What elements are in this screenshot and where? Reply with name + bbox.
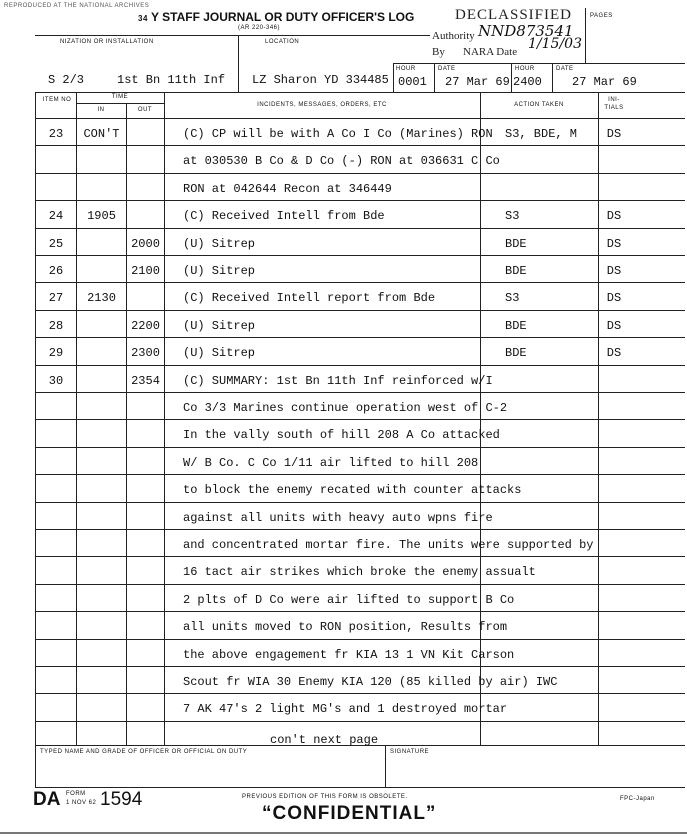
cell-out: 2200 xyxy=(131,319,160,333)
time-header-rule xyxy=(393,63,685,64)
cell-init: DS xyxy=(606,291,622,305)
cell-text: Co 3/3 Marines continue operation west of C-2 xyxy=(183,401,508,415)
nara-date-label: NARA Date xyxy=(463,46,518,58)
cell-item: 24 xyxy=(48,209,64,223)
classification-marking: “CONFIDENTIAL” xyxy=(262,803,437,824)
col-border-left xyxy=(35,92,36,787)
row-rule xyxy=(35,693,685,694)
cell-text: (U) Sitrep xyxy=(183,237,256,251)
form-prefix: 34 xyxy=(138,14,148,23)
scan-edge xyxy=(0,832,687,834)
row-rule xyxy=(35,666,685,667)
cell-in: 2130 xyxy=(87,291,116,305)
cell-text: (U) Sitrep xyxy=(183,346,256,360)
typed-name-label: TYPED NAME AND GRADE OF OFFICER OR OFFICIAL ON DUTY xyxy=(40,749,248,755)
signature-bottom-rule xyxy=(35,787,685,788)
cell-text: (C) Received Intell from Bde xyxy=(183,209,385,223)
cell-text: at 030530 B Co & D Co (-) RON at 036631 C Co xyxy=(183,154,500,168)
printer-mark: FPC-Japan xyxy=(620,796,655,802)
cell-item: 29 xyxy=(48,346,64,360)
unit-name: 1st Bn 11th Inf xyxy=(117,73,226,87)
cell-text: 7 AK 47's 2 light MG's and 1 destroyed mortar xyxy=(183,702,508,716)
row-rule xyxy=(35,639,685,640)
row-rule xyxy=(35,447,685,448)
row-rule xyxy=(35,502,685,503)
row-rule xyxy=(35,419,685,420)
col-header-item: ITEM NO xyxy=(42,97,72,103)
cell-item: 28 xyxy=(48,319,64,333)
cell-action: BDE xyxy=(505,319,527,333)
location-value: LZ Sharon YD 334485 xyxy=(252,73,389,87)
cell-item: 26 xyxy=(48,264,64,278)
cell-text: all units moved to RON position, Results from xyxy=(183,620,508,634)
form-date: 1 NOV 62 xyxy=(66,800,97,806)
cell-init: DS xyxy=(606,127,622,141)
cell-text: (C) SUMMARY: 1st Bn 11th Inf reinforced w/I xyxy=(183,374,493,388)
cell-out: 2100 xyxy=(131,264,160,278)
from-date: 27 Mar 69 xyxy=(445,75,510,89)
header-top-rule xyxy=(35,35,430,36)
row-rule xyxy=(35,255,685,256)
cell-item: 25 xyxy=(48,237,64,251)
cell-action: S3 xyxy=(505,209,520,223)
hdr-div-4 xyxy=(552,63,553,92)
cell-text: to block the enemy recated with counter attacks xyxy=(183,483,522,497)
row-rule xyxy=(35,228,685,229)
col-header-in: IN xyxy=(97,107,105,113)
cell-action: S3 xyxy=(505,291,520,305)
archive-note: REPRODUCED AT THE NATIONAL ARCHIVES xyxy=(4,3,150,9)
form-regulation: (AR 220-346) xyxy=(238,25,281,31)
time-subhead-rule xyxy=(76,103,164,104)
cell-text: Scout fr WIA 30 Enemy KIA 120 (85 killed by air) IWC xyxy=(183,675,558,689)
signature-label: SIGNATURE xyxy=(390,749,430,755)
cell-init: DS xyxy=(606,319,622,333)
declass-date: 1/15/03 xyxy=(528,36,582,52)
date1-label: DATE xyxy=(438,66,456,72)
cell-text: against all units with heavy auto wpns fire xyxy=(183,511,493,525)
from-hour: 0001 xyxy=(398,75,427,89)
col-header-initials: INI-TIALS xyxy=(604,97,624,111)
row-rule xyxy=(35,282,685,283)
row-rule xyxy=(35,474,685,475)
table-header-bottom-rule xyxy=(35,118,685,119)
continued-note: con't next page xyxy=(270,733,379,747)
hour2-label: HOUR xyxy=(515,66,535,72)
col-header-action: ACTION TAKEN xyxy=(514,102,564,108)
cell-text: and concentrated mortar fire. The units were supported by xyxy=(183,538,594,552)
cell-text: W/ B Co. C Co 1/11 air lifted to hill 208 xyxy=(183,456,479,470)
col-header-out: OUT xyxy=(137,107,153,113)
authority-label: Authority xyxy=(432,30,475,42)
cell-init: DS xyxy=(606,237,622,251)
row-rule xyxy=(35,200,685,201)
cell-in: CON'T xyxy=(83,127,120,141)
form-word: FORM xyxy=(66,791,86,797)
row-rule xyxy=(35,584,685,585)
row-rule xyxy=(35,611,685,612)
cell-text: (U) Sitrep xyxy=(183,264,256,278)
previous-edition-note: PREVIOUS EDITION OF THIS FORM IS OBSOLETE. xyxy=(242,794,408,800)
cell-action: BDE xyxy=(505,346,527,360)
signature-divider xyxy=(385,745,386,787)
cell-text: 16 tact air strikes which broke the enemy assualt xyxy=(183,565,536,579)
date2-label: DATE xyxy=(556,66,574,72)
row-rule xyxy=(35,529,685,530)
row-rule xyxy=(35,145,685,146)
cell-item: 30 xyxy=(48,374,64,388)
declassified-stamp: DECLASSIFIED xyxy=(455,7,573,23)
location-label: LOCATION xyxy=(265,39,300,45)
table-top-rule xyxy=(35,92,685,93)
cell-text: (C) Received Intell report from Bde xyxy=(183,291,436,305)
col-header-incidents: INCIDENTS, MESSAGES, ORDERS, ETC xyxy=(257,102,387,108)
cell-text: In the vally south of hill 208 A Co attacked xyxy=(183,428,500,442)
row-rule xyxy=(35,392,685,393)
form-title-block xyxy=(138,10,414,24)
row-rule xyxy=(35,337,685,338)
cell-init: DS xyxy=(606,209,622,223)
hdr-div-1 xyxy=(393,63,394,92)
form-da: DA xyxy=(33,789,61,810)
cell-text: RON at 042644 Recon at 346449 xyxy=(183,182,392,196)
cell-init: DS xyxy=(606,264,622,278)
cell-action: BDE xyxy=(505,237,527,251)
pages-label: PAGES xyxy=(590,13,613,19)
unit-code: S 2/3 xyxy=(48,73,85,87)
row-rule xyxy=(35,310,685,311)
cell-text: (C) CP will be with A Co I Co (Marines) RON xyxy=(183,127,493,141)
cell-text: the above engagement fr KIA 13 1 VN Kit Carson xyxy=(183,648,515,662)
form-title: Y STAFF JOURNAL OR DUTY OFFICER'S LOG xyxy=(151,10,415,24)
cell-init: DS xyxy=(606,346,622,360)
cell-item: 23 xyxy=(48,127,64,141)
cell-out: 2300 xyxy=(131,346,160,360)
cell-out: 2354 xyxy=(131,374,160,388)
cell-out: 2000 xyxy=(131,237,160,251)
row-rule xyxy=(35,173,685,174)
cell-action: S3, BDE, M xyxy=(505,127,578,141)
organization-label: NIZATION OR INSTALLATION xyxy=(60,39,154,45)
hdr-div-2 xyxy=(434,63,435,92)
authority-value: NND873541 xyxy=(478,22,574,40)
cell-in: 1905 xyxy=(87,209,116,223)
hdr-div-3 xyxy=(511,63,512,92)
cell-action: BDE xyxy=(505,264,527,278)
to-date: 27 Mar 69 xyxy=(572,75,637,89)
by-label: By xyxy=(432,46,445,58)
cell-text: 2 plts of D Co were air lifted to support B Co xyxy=(183,593,515,607)
to-hour: 2400 xyxy=(513,75,542,89)
form-number: 1594 xyxy=(100,789,143,810)
cell-item: 27 xyxy=(48,291,64,305)
org-location-divider xyxy=(238,35,239,92)
pages-divider xyxy=(585,8,586,63)
row-rule xyxy=(35,365,685,366)
row-rule xyxy=(35,721,685,722)
row-rule xyxy=(35,556,685,557)
cell-text: (U) Sitrep xyxy=(183,319,256,333)
col-header-time: TIME xyxy=(111,94,129,100)
hour1-label: HOUR xyxy=(396,66,416,72)
